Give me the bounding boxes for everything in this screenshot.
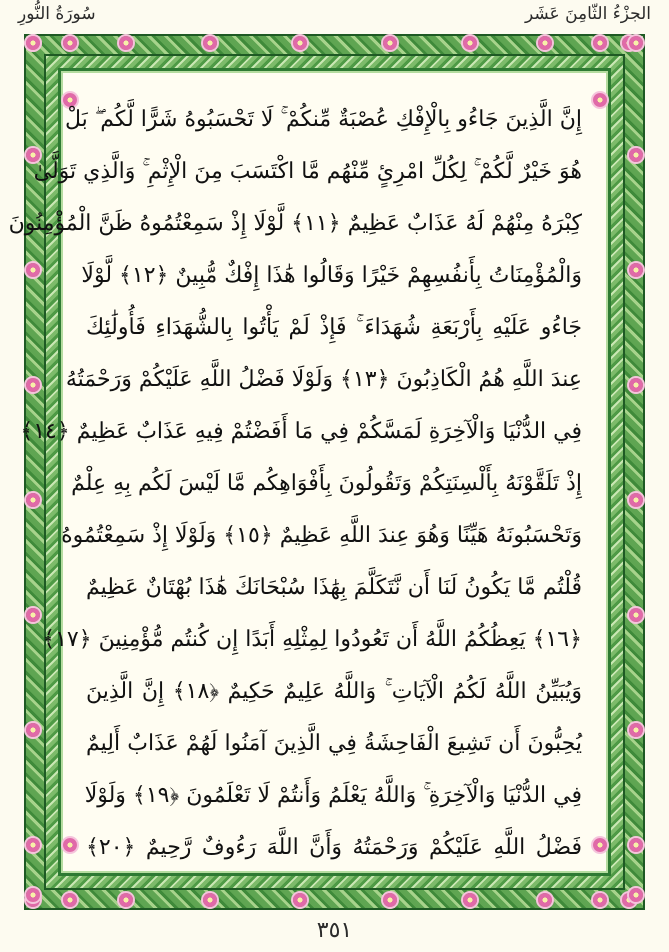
flower-ornament (463, 893, 477, 907)
text-line-2: هُوَ خَيْرٌ لَّكُمْ ۚ لِكُلِّ امْرِئٍ مِّنْهُم مَّا اكْتَسَبَ مِنَ الْإِثْمِ ۚ وَالَّذِي تَوَلَّىٰ (33, 159, 582, 184)
flower-ornament (463, 36, 477, 50)
flower-ornament (629, 36, 643, 50)
flower-ornament (63, 36, 77, 50)
page-header (0, 0, 669, 34)
flower-ornament (383, 36, 397, 50)
flower-ornament (293, 36, 307, 50)
flower-ornament (629, 378, 643, 392)
flower-ornament (629, 888, 643, 902)
flower-ornament (593, 893, 607, 907)
text-line-14: فِي الدُّنْيَا وَالْآخِرَةِ ۚ وَاللَّهُ يَعْلَمُ وَأَنتُمْ لَا تَعْلَمُونَ ﴿١٩﴾ وَلَوْلَا (84, 783, 582, 808)
text-line-13: يُحِبُّونَ أَن تَشِيعَ الْفَاحِشَةُ فِي الَّذِينَ آمَنُوا لَهُمْ عَذَابٌ أَلِيمٌ (86, 731, 582, 756)
flower-ornament (383, 893, 397, 907)
text-line-1: إِنَّ الَّذِينَ جَاءُو بِالْإِفْكِ عُصْبَةٌ مِّنكُمْ ۚ لَا تَحْسَبُوهُ شَرًّا لَّكُم ۖ بَلْ (65, 107, 582, 132)
juz-title: الجزْءُ الثّامِنَ عَشَر (524, 4, 651, 24)
flower-ornament (26, 493, 40, 507)
flower-ornament (629, 263, 643, 277)
flower-ornament (293, 893, 307, 907)
surah-name: سُورَةُ النُّورِ (18, 4, 96, 24)
text-line-9: وَتَحْسَبُونَهُ هَيِّنًا وَهُوَ عِندَ اللَّهِ عَظِيمٌ ﴿١٥﴾ وَلَوْلَا إِذْ سَمِعْتُمُوهُ (61, 523, 582, 548)
flower-ornament (26, 36, 40, 50)
flower-ornament (629, 148, 643, 162)
text-line-10: قُلْتُم مَّا يَكُونُ لَنَا أَن نَّتَكَلَّمَ بِهَٰذَا سُبْحَانَكَ هَٰذَا بُهْتَانٌ عَظِيمٌ (86, 575, 582, 600)
flower-ornament (26, 263, 40, 277)
page-number: ٣٥١ (316, 918, 353, 943)
text-line-3: كِبْرَهُ مِنْهُمْ لَهُ عَذَابٌ عَظِيمٌ ﴿١١﴾ لَّوْلَا إِذْ سَمِعْتُمُوهُ ظَنَّ الْمُؤْمِنُونَ (8, 211, 582, 236)
flower-ornament (26, 888, 40, 902)
flower-ornament (629, 493, 643, 507)
flower-ornament (593, 36, 607, 50)
text-line-4: وَالْمُؤْمِنَاتُ بِأَنفُسِهِمْ خَيْرًا وَقَالُوا هَٰذَا إِفْكٌ مُّبِينٌ ﴿١٢﴾ لَّوْلَا (81, 263, 582, 288)
text-line-6: عِندَ اللَّهِ هُمُ الْكَاذِبُونَ ﴿١٣﴾ وَلَوْلَا فَضْلُ اللَّهِ عَلَيْكُمْ وَرَحْمَتُهُ (65, 367, 582, 392)
text-line-5: جَاءُو عَلَيْهِ بِأَرْبَعَةِ شُهَدَاءَ ۚ فَإِذْ لَمْ يَأْتُوا بِالشُّهَدَاءِ فَأُولَٰئِكَ (86, 315, 582, 340)
flower-ornament (629, 723, 643, 737)
flower-ornament (629, 608, 643, 622)
text-line-8: إِذْ تَلَقَّوْنَهُ بِأَلْسِنَتِكُمْ وَتَقُولُونَ بِأَفْوَاهِكُم مَّا لَيْسَ لَكُم بِهِ عِلْمٌ (71, 471, 582, 496)
quran-text (8, 97, 582, 877)
flower-ornament (119, 893, 133, 907)
flower-ornament (203, 36, 217, 50)
flower-ornament (26, 378, 40, 392)
text-line-15: فَضْلُ اللَّهِ عَلَيْكُمْ وَرَحْمَتُهُ وَأَنَّ اللَّهَ رَءُوفٌ رَّحِيمٌ ﴿٢٠﴾ (86, 835, 582, 860)
text-line-11: ﴿١٦﴾ يَعِظُكُمُ اللَّهُ أَن تَعُودُوا لِمِثْلِهِ أَبَدًا إِن كُنتُم مُّؤْمِنِينَ ﴿١٧﴾ (42, 627, 582, 652)
flower-ornament (26, 608, 40, 622)
flower-ornament (119, 36, 133, 50)
flower-ornament (593, 93, 607, 107)
text-line-7: فِي الدُّنْيَا وَالْآخِرَةِ لَمَسَّكُمْ فِي مَا أَفَضْتُمْ فِيهِ عَذَابٌ عَظِيمٌ ﴿١٤﴾ (20, 419, 582, 444)
flower-ornament (26, 838, 40, 852)
flower-ornament (538, 36, 552, 50)
flower-ornament (26, 723, 40, 737)
flower-ornament (203, 893, 217, 907)
text-line-12: وَيُبَيِّنُ اللَّهُ لَكُمُ الْآيَاتِ ۚ وَاللَّهُ عَلِيمٌ حَكِيمٌ ﴿١٨﴾ إِنَّ الَّذِينَ (86, 679, 582, 704)
flower-ornament (538, 893, 552, 907)
flower-ornament (593, 838, 607, 852)
flower-ornament (629, 838, 643, 852)
flower-ornament (63, 838, 77, 852)
flower-ornament (63, 893, 77, 907)
